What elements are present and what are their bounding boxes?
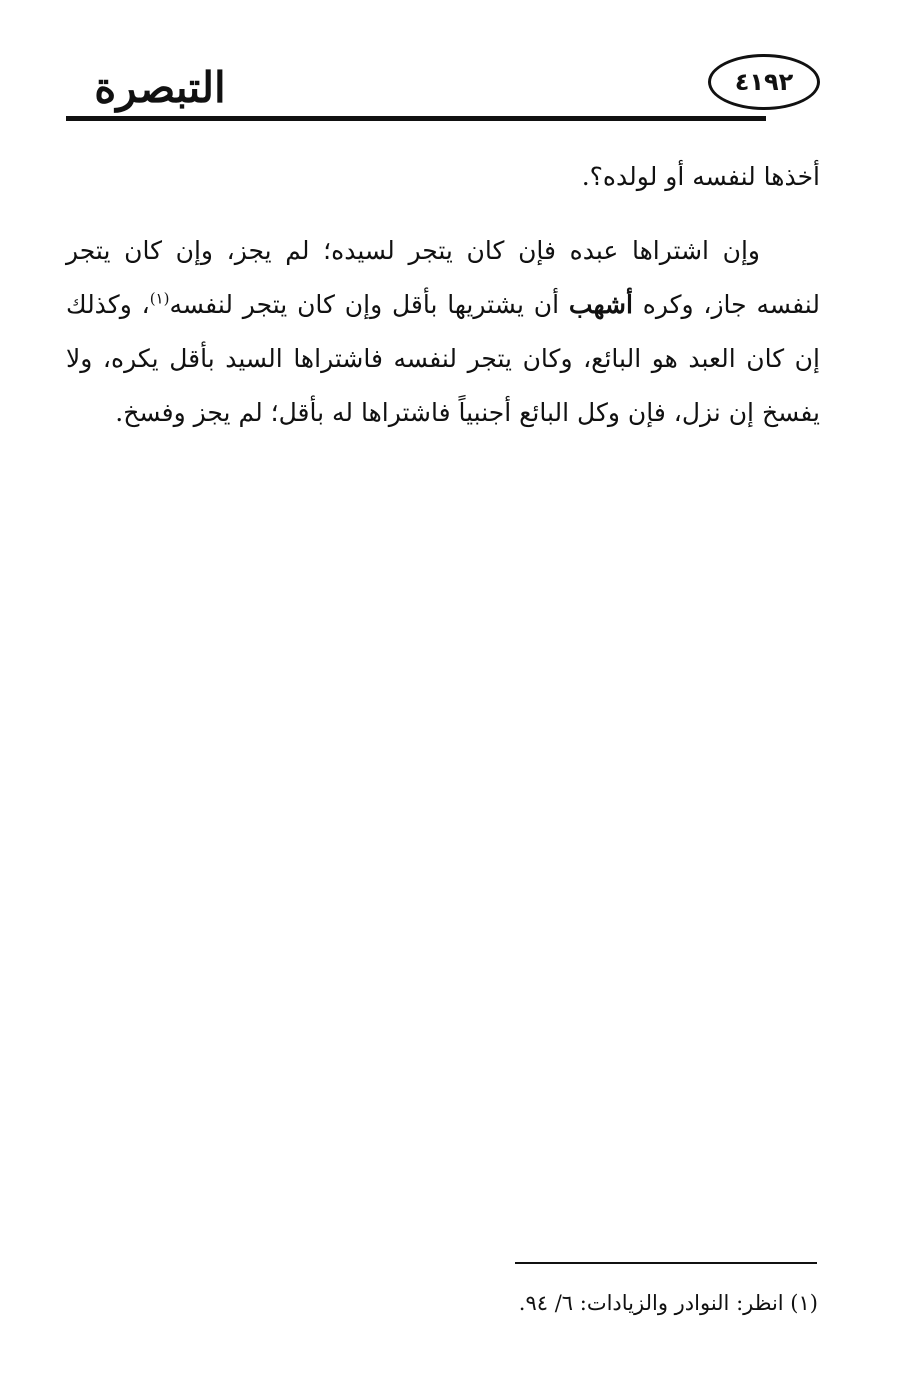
paragraph-2-part-2: أن يشتريها بأقل وإن كان يتجر لنفسه [169,290,560,319]
footnote-separator [515,1262,817,1264]
paragraph-2-part-3: ، وكذلك إن كان العبد هو البائع، وكان يتجر لنفسه فاشتراها السيد بأقل يكره، ولا يفسخ إن نزل، فإن وكل البائع أجنبياً فاشتراها له بأقل؛ لم يجز وفسخ. [66,290,820,427]
page-number: ٤١٩٢ [734,68,794,96]
scholar-name: أشهب [568,290,633,319]
header-rule [66,116,766,121]
footnote-1: (١) انظر: النوادر والزيادات: ٦/ ٩٤. [518,1291,818,1315]
book-title: التبصرة [94,63,226,112]
main-text [66,150,820,460]
footnote-marker[interactable]: (١) [149,289,170,308]
paragraph-1: أخذها لنفسه أو لولده؟. [581,162,820,191]
page-header [66,52,820,127]
page-number-oval [708,54,820,110]
paragraph-2 [66,224,820,440]
paragraph-2-part-1: وإن اشتراها عبده فإن كان يتجر لسيده؛ لم يجز، وإن كان يتجر لنفسه جاز، وكره [66,236,820,319]
